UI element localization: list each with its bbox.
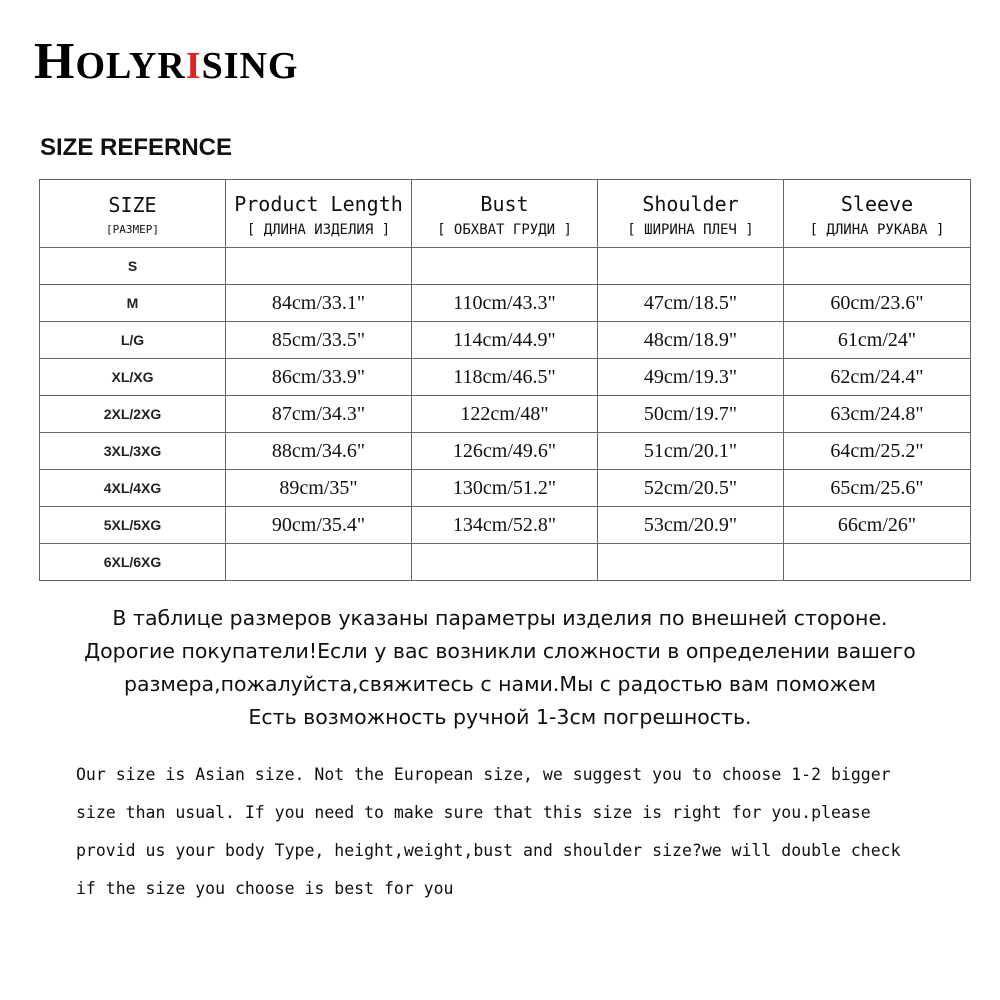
sleeve-cell: 64cm/25.2" xyxy=(784,433,971,470)
shoulder-cell xyxy=(598,248,784,285)
length-cell xyxy=(226,544,412,581)
header-sleeve-label: Sleeve xyxy=(840,191,914,216)
length-cell: 87cm/34.3" xyxy=(226,396,412,433)
table-row xyxy=(40,433,971,470)
header-bust-label: Bust xyxy=(480,191,529,216)
size-cell: 2XL/2XG xyxy=(40,396,226,433)
size-cell: 3XL/3XG xyxy=(40,433,226,470)
header-size xyxy=(40,180,226,248)
table-row xyxy=(40,544,971,581)
bust-cell xyxy=(412,544,598,581)
en-note-line: if the size you choose is best for you xyxy=(76,879,454,898)
size-cell: 4XL/4XG xyxy=(40,470,226,507)
brand-logo xyxy=(34,33,299,90)
logo-red-letter: I xyxy=(185,45,202,87)
ru-note-line: размера,пожалуйста,свяжитесь с нами.Мы с радостью вам поможем xyxy=(123,672,877,696)
sleeve-cell: 61cm/24" xyxy=(784,322,971,359)
table-header-row xyxy=(40,180,971,248)
bust-cell xyxy=(412,248,598,285)
table-row xyxy=(40,248,971,285)
bust-cell: 110cm/43.3" xyxy=(412,285,598,322)
english-note xyxy=(76,756,986,908)
size-cell: M xyxy=(40,285,226,322)
en-note-line: size than usual. If you need to make sure that this size is right for you.please xyxy=(76,803,871,822)
table-row xyxy=(40,507,971,544)
ru-note-line: В таблице размеров указаны параметры изделия по внешней стороне. xyxy=(112,606,888,630)
length-cell: 89cm/35" xyxy=(226,470,412,507)
shoulder-cell: 51cm/20.1" xyxy=(598,433,784,470)
header-size-label: SIZE xyxy=(108,193,157,217)
table-row xyxy=(40,396,971,433)
en-note-line: Our size is Asian size. Not the European size, we suggest you to choose 1-2 bigger xyxy=(76,765,891,784)
header-length-label: Product Length xyxy=(234,191,403,216)
shoulder-cell: 53cm/20.9" xyxy=(598,507,784,544)
shoulder-cell: 47cm/18.5" xyxy=(598,285,784,322)
header-shoulder-label: Shoulder xyxy=(642,191,739,216)
logo-first-letter: H xyxy=(34,33,76,90)
bust-cell: 122cm/48" xyxy=(412,396,598,433)
header-size-sublabel: [РАЗМЕР] xyxy=(106,223,159,236)
sleeve-cell: 60cm/23.6" xyxy=(784,285,971,322)
size-cell: S xyxy=(40,248,226,285)
sleeve-cell xyxy=(784,544,971,581)
length-cell: 85cm/33.5" xyxy=(226,322,412,359)
ru-note-line: Есть возможность ручной 1-3см погрешность. xyxy=(248,705,752,729)
size-table xyxy=(39,179,971,581)
table-row xyxy=(40,359,971,396)
header-length-sublabel: [ ДЛИНА ИЗДЕЛИЯ ] xyxy=(246,221,391,238)
length-cell: 84cm/33.1" xyxy=(226,285,412,322)
sleeve-cell: 65cm/25.6" xyxy=(784,470,971,507)
size-cell: L/G xyxy=(40,322,226,359)
table-row xyxy=(40,470,971,507)
table-row xyxy=(40,322,971,359)
page-title: SIZE REFERNCE xyxy=(40,134,233,161)
bust-cell: 114cm/44.9" xyxy=(412,322,598,359)
length-cell xyxy=(226,248,412,285)
table-row xyxy=(40,285,971,322)
header-sleeve xyxy=(784,180,971,248)
length-cell: 90cm/35.4" xyxy=(226,507,412,544)
length-cell: 88cm/34.6" xyxy=(226,433,412,470)
shoulder-cell: 49cm/19.3" xyxy=(598,359,784,396)
sleeve-cell: 62cm/24.4" xyxy=(784,359,971,396)
header-bust xyxy=(412,180,598,248)
sleeve-cell: 66cm/26" xyxy=(784,507,971,544)
ru-note-line: Дорогие покупатели!Если у вас возникли сложности в определении вашего xyxy=(84,639,916,663)
header-bust-sublabel: [ ОБХВАТ ГРУДИ ] xyxy=(437,221,572,238)
sleeve-cell xyxy=(784,248,971,285)
shoulder-cell: 50cm/19.7" xyxy=(598,396,784,433)
header-shoulder xyxy=(598,180,784,248)
logo-part-2: SING xyxy=(201,45,299,87)
length-cell: 86cm/33.9" xyxy=(226,359,412,396)
russian-notes xyxy=(0,602,1000,734)
size-cell: 5XL/5XG xyxy=(40,507,226,544)
header-length xyxy=(226,180,412,248)
shoulder-cell: 48cm/18.9" xyxy=(598,322,784,359)
size-cell: 6XL/6XG xyxy=(40,544,226,581)
size-cell: XL/XG xyxy=(40,359,226,396)
sleeve-cell: 63cm/24.8" xyxy=(784,396,971,433)
bust-cell: 134cm/52.8" xyxy=(412,507,598,544)
shoulder-cell: 52cm/20.5" xyxy=(598,470,784,507)
bust-cell: 126cm/49.6" xyxy=(412,433,598,470)
logo-part-1: OLYR xyxy=(75,45,186,87)
bust-cell: 118cm/46.5" xyxy=(412,359,598,396)
bust-cell: 130cm/51.2" xyxy=(412,470,598,507)
shoulder-cell xyxy=(598,544,784,581)
header-sleeve-sublabel: [ ДЛИНА РУКАВА ] xyxy=(809,221,945,238)
header-shoulder-sublabel: [ ШИРИНА ПЛЕЧ ] xyxy=(627,221,754,238)
en-note-line: provid us your body Type, height,weight,bust and shoulder size?we will double check xyxy=(76,841,901,860)
